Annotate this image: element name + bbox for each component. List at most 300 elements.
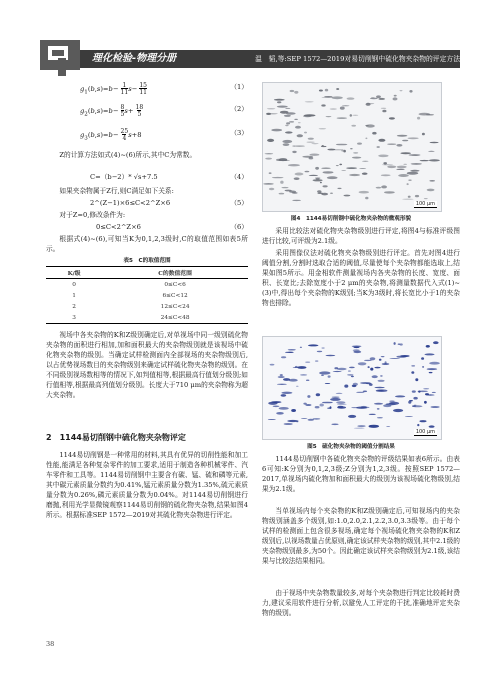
inclusion-mark — [293, 367, 298, 368]
inclusion-mark — [381, 356, 385, 357]
inclusion-mark — [411, 163, 422, 165]
inclusion-mark — [424, 353, 434, 355]
inclusion-mark — [408, 180, 411, 181]
journal-logo-icon — [40, 38, 86, 78]
inclusion-mark — [362, 161, 368, 162]
inclusion-mark — [265, 158, 272, 160]
inclusion-mark — [304, 132, 307, 134]
inclusion-mark — [378, 98, 385, 100]
running-title: 温 韬,等:SEP 1572—2019对易切削钢中硫化物夹杂物的评定方法 — [255, 55, 460, 63]
inclusion-mark — [352, 115, 358, 116]
inclusion-mark — [374, 403, 383, 405]
inclusion-mark — [422, 366, 424, 368]
inclusion-mark — [277, 106, 288, 108]
equation-2: $g_2(b,s)=b- 8$ 5s+ 18 5 （2） — [80, 104, 248, 118]
inclusion-mark — [322, 402, 333, 404]
inclusion-mark — [281, 394, 287, 397]
inclusion-mark — [381, 185, 387, 188]
inclusion-mark — [341, 170, 346, 171]
inclusion-mark — [279, 407, 289, 410]
inclusion-mark — [354, 428, 365, 429]
inclusion-mark — [366, 124, 375, 127]
table-row: 2 12≤C<24 — [72, 303, 190, 310]
inclusion-mark — [339, 164, 342, 166]
inclusion-mark — [320, 182, 322, 184]
inclusion-mark — [284, 423, 293, 425]
inclusion-mark — [327, 176, 338, 179]
inclusion-mark — [303, 115, 312, 117]
inclusion-mark — [365, 138, 367, 140]
inclusion-mark — [350, 148, 353, 149]
inclusion-mark — [396, 144, 402, 147]
inclusion-mark — [279, 193, 285, 195]
inclusion-mark — [368, 366, 370, 368]
inclusion-mark — [295, 173, 304, 176]
inclusion-mark — [395, 395, 405, 397]
inclusion-mark — [289, 379, 298, 382]
right-paragraph-1: 采用比较法对硫化物夹杂物级别进行评定,将图4与标准评级图进行比较,可评级为2.1级。 — [262, 227, 460, 245]
inclusion-mark — [305, 404, 311, 406]
inclusion-mark — [266, 113, 271, 115]
inclusion-mark — [285, 125, 288, 127]
inclusion-mark — [351, 125, 356, 127]
right-paragraph-2: 采用图像仪法对硫化物夹杂物级别进行评定。首先对图4进行阈值分割,分割时选取合适的阈值,尽量使每个夹杂物都能选取上,结果如图5所示。用金相软件测量视场内各夹杂物的长度、宽度、面积、长宽比;去除宽度小于2 μm的夹杂物,将测量数据代入式(1)~(3)中,得出每个夹杂物的K级别;当K为3级时,将长宽比小于1的夹杂物也排除。 — [262, 249, 460, 307]
inclusion-mark — [271, 129, 282, 132]
inclusion-mark — [336, 88, 339, 90]
inclusion-mark — [412, 405, 422, 407]
inclusion-mark — [350, 114, 352, 117]
inclusion-mark — [430, 142, 439, 143]
inclusion-mark — [292, 145, 295, 146]
inclusion-mark — [288, 349, 296, 350]
inclusion-mark — [330, 398, 341, 401]
table-header-k: K/级 — [67, 271, 81, 277]
inclusion-mark — [398, 174, 409, 177]
inclusion-mark — [417, 117, 420, 120]
inclusion-mark — [374, 367, 380, 369]
inclusion-mark — [285, 131, 293, 133]
inclusion-mark — [370, 98, 378, 100]
inclusion-mark — [315, 167, 319, 170]
inclusion-mark — [320, 404, 324, 407]
inclusion-mark — [281, 187, 288, 188]
journal-name: 理化检验-物理分册 — [92, 53, 177, 64]
figure-4-inclusions — [263, 83, 441, 211]
inclusion-mark — [376, 95, 381, 98]
inclusion-mark — [400, 355, 410, 357]
inclusion-mark — [428, 151, 434, 152]
inclusion-mark — [277, 384, 287, 385]
inclusion-mark — [353, 152, 358, 153]
inclusion-mark — [337, 117, 347, 119]
inclusion-mark — [330, 406, 332, 409]
inclusion-mark — [353, 383, 358, 386]
inclusion-mark — [389, 117, 395, 119]
inclusion-mark — [308, 138, 314, 140]
inclusion-mark — [381, 174, 391, 176]
inclusion-mark — [365, 125, 369, 126]
equation-4: C=（b−2）* √s+7.5 （4） — [90, 173, 248, 181]
inclusion-mark — [280, 111, 289, 114]
inclusion-mark — [332, 397, 340, 398]
inclusion-mark — [283, 143, 290, 146]
inclusion-mark — [300, 347, 302, 348]
inclusion-mark — [422, 133, 425, 136]
left-paragraph-3: 对于Z=0,修改条件为: — [59, 211, 126, 219]
inclusion-mark — [325, 89, 328, 92]
equation-5: 2^(Z−1)×6≤C<2^Z×6 （5） — [90, 199, 248, 207]
inclusion-mark — [379, 359, 382, 361]
inclusion-mark — [280, 181, 283, 184]
inclusion-mark — [268, 402, 277, 405]
inclusion-mark — [427, 368, 438, 370]
inclusion-mark — [429, 180, 435, 182]
inclusion-mark — [419, 420, 426, 422]
inclusion-mark — [300, 374, 307, 375]
inclusion-mark — [337, 188, 341, 189]
right-paragraph-4: 当单视场内每个夹杂物的K和Z级别确定后,可知视场内的夹杂物级别涵盖多个级别,如:1.0,2.0,2.1,2.2,3.0,3.3级等。由于每个试样的检测面上包含很多视场,确定每个视场硫化物夹杂物的K和Z级别后,以视场数量占优原则,确定该试样夹杂物的级别,其中2.1级的夹杂物级别最多,为50个。因此确定该试样夹杂物级别为2.1级,该结果与比较法结果相同。 — [262, 507, 460, 565]
inclusion-mark — [286, 122, 290, 124]
inclusion-mark — [328, 375, 331, 377]
inclusion-mark — [267, 139, 274, 142]
inclusion-mark — [376, 187, 382, 189]
inclusion-mark — [409, 154, 421, 156]
inclusion-mark — [351, 407, 358, 408]
inclusion-mark — [377, 146, 380, 148]
inclusion-mark — [358, 362, 367, 365]
inclusion-mark — [394, 95, 397, 97]
inclusion-mark — [409, 90, 412, 93]
inclusion-mark — [336, 165, 339, 166]
inclusion-mark — [322, 185, 327, 187]
figure-5-inclusions — [263, 337, 441, 439]
inclusion-mark — [281, 356, 286, 358]
inclusion-mark — [414, 405, 417, 406]
inclusion-mark — [330, 109, 337, 110]
inclusion-mark — [421, 357, 424, 360]
table-5-caption: 表5 C的取值范围 — [123, 258, 171, 264]
inclusion-mark — [332, 96, 343, 99]
inclusion-mark — [278, 376, 285, 378]
inclusion-mark — [410, 170, 419, 172]
inclusion-mark — [309, 157, 314, 160]
inclusion-mark — [429, 159, 440, 161]
section-heading-2: 2 1144易切削钢中硫化物夹杂物评定 — [46, 433, 186, 442]
inclusion-mark — [403, 164, 407, 165]
inclusion-mark — [383, 404, 391, 407]
inclusion-mark — [427, 189, 435, 192]
inclusion-mark — [292, 200, 301, 201]
inclusion-mark — [399, 90, 402, 91]
inclusion-mark — [347, 97, 355, 99]
inclusion-mark — [423, 388, 429, 389]
figure-5-threshold-image — [262, 336, 442, 440]
inclusion-mark — [386, 426, 390, 427]
inclusion-mark — [290, 90, 295, 92]
inclusion-mark — [366, 103, 371, 106]
inclusion-mark — [362, 173, 368, 175]
inclusion-mark — [294, 177, 300, 180]
inclusion-mark — [263, 183, 274, 184]
inclusion-mark — [306, 380, 309, 381]
inclusion-mark — [289, 121, 294, 122]
inclusion-mark — [413, 397, 417, 400]
inclusion-mark — [265, 153, 274, 154]
inclusion-mark — [433, 341, 439, 344]
inclusion-mark — [402, 199, 413, 200]
inclusion-mark — [426, 345, 430, 348]
left-paragraph-1: Z的计算方法如式(4)~(6)所示,其中C为常数。 — [59, 151, 197, 159]
inclusion-mark — [321, 348, 324, 349]
inclusion-mark — [344, 385, 348, 388]
inclusion-mark — [372, 132, 376, 135]
inclusion-mark — [397, 166, 407, 169]
inclusion-mark — [333, 371, 342, 372]
inclusion-mark — [383, 162, 387, 164]
inclusion-mark — [370, 368, 373, 371]
right-paragraph-3: 1144易切削钢中各硫化物夹杂物的评级结果如表6所示。由表6可知:K分别为0,1,2,3级;Z分别为1,2,3级。按照SEP 1572—2017,单视场内硫化物加和面积最大的级别为该视场硫化物级别,结果为2.1级。 — [262, 455, 460, 493]
inclusion-mark — [274, 99, 285, 101]
equation-1: $g_1(b,s)=b- 1$ 11s− 15 11 （1） — [80, 82, 248, 96]
right-paragraph-5: 由于视场中夹杂物数量较多,对每个夹杂物进行判定比较耗时费力,建议采用软件进行分析,以避免人工评定的干扰,准确地评定夹杂物的级别。 — [262, 589, 460, 617]
inclusion-mark — [393, 97, 398, 100]
inclusion-mark — [316, 393, 320, 396]
inclusion-mark — [308, 419, 315, 421]
inclusion-mark — [281, 392, 292, 394]
inclusion-mark — [400, 152, 411, 154]
inclusion-mark — [429, 372, 433, 373]
table-row: 3 24≤C<48 — [46, 312, 248, 324]
inclusion-mark — [374, 387, 384, 388]
inclusion-mark — [353, 351, 361, 353]
inclusion-mark — [319, 128, 327, 129]
inclusion-mark — [432, 392, 436, 393]
inclusion-mark — [346, 167, 357, 169]
inclusion-mark — [326, 116, 332, 117]
left-paragraph-6: 1144易切削钢是一种常用的材料,其具有优异的切削性能和加工性能,能满足各种复杂零件的加工要求,适用于制造各种机械零件、汽车零件和工具等。1144易切削钢中主要含有碳、锰、硫和磷等元素,其中碳元素质量分数约为0.41%,锰元素质量分数为1.35%,硫元素质量分数为0.26%,磷元素质量分数为0.04%。对1144易切削钢进行磨抛,利用光学显微镜观察1144易切削钢的硫化物夹杂物,结果如图4所示。根据标准SEP 1572—2019对其硫化物夹杂物进行评定。 — [46, 451, 248, 519]
table-row: 0 0≤C<6 — [72, 281, 186, 288]
inclusion-mark — [426, 114, 434, 115]
inclusion-mark — [294, 146, 305, 147]
inclusion-mark — [269, 188, 274, 190]
inclusion-mark — [415, 195, 419, 197]
inclusion-mark — [305, 362, 310, 363]
inclusion-mark — [282, 140, 292, 143]
inclusion-mark — [385, 361, 387, 364]
table-row: 1 6≤C<12 — [72, 292, 188, 299]
inclusion-mark — [285, 352, 294, 353]
inclusion-mark — [315, 360, 318, 361]
equation-3: $g_3(b,s)=b- 25$ 4 s+8 （3） — [80, 128, 248, 142]
inclusion-mark — [353, 347, 359, 348]
inclusion-mark — [351, 376, 354, 378]
inclusion-mark — [292, 151, 296, 153]
inclusion-mark — [301, 418, 308, 419]
inclusion-mark — [347, 374, 353, 375]
figure-5-caption: 图5 硫化物夹杂物的阈值分割结果 — [307, 444, 395, 450]
inclusion-mark — [397, 135, 408, 137]
inclusion-mark — [337, 404, 347, 405]
inclusion-mark — [389, 400, 394, 402]
left-paragraph-5: 视场中各夹杂物的K和Z级别确定后,对单视场中同一级别硫化物夹杂物的面积进行相加,加和面积最大的夹杂物级别就是该视场中硫化物夹杂物的级别。当确定试样检测面内全部视场的夹杂物级别后,以占优势视场数目的夹杂物级别来确定试样硫化物夹杂物的级别。在不同级别视场数相等的情况下,如判值相等,根据最高行值划分级别;如行值相等,根据最高列值划分级别。长度大于710 μm的夹杂物称为超大夹杂物。 — [46, 331, 248, 399]
inclusion-mark — [337, 368, 347, 370]
inclusion-mark — [294, 91, 298, 94]
inclusion-mark — [426, 394, 435, 395]
inclusion-mark — [317, 351, 322, 352]
inclusion-mark — [317, 190, 321, 193]
figure-4-caption: 图4 1144易切削钢中硫化物夹杂物的微观形貌 — [290, 216, 412, 222]
inclusion-mark — [272, 177, 284, 178]
inclusion-mark — [321, 375, 324, 376]
inclusion-mark — [429, 425, 435, 427]
inclusion-mark — [377, 390, 384, 391]
inclusion-mark — [429, 362, 440, 365]
inclusion-mark — [280, 374, 283, 376]
inclusion-mark — [340, 107, 345, 110]
inclusion-mark — [378, 380, 385, 382]
inclusion-mark — [369, 414, 376, 415]
inclusion-mark — [325, 383, 330, 384]
inclusion-mark — [267, 108, 276, 109]
inclusion-mark — [411, 365, 415, 366]
figure-5-scale-bar: 100 μm — [415, 429, 435, 435]
inclusion-mark — [336, 401, 345, 404]
inclusion-mark — [268, 419, 276, 420]
inclusion-mark — [330, 193, 333, 194]
inclusion-mark — [417, 424, 419, 426]
inclusion-mark — [313, 179, 323, 181]
inclusion-mark — [348, 415, 356, 418]
inclusion-mark — [377, 417, 383, 418]
inclusion-mark — [285, 108, 290, 109]
inclusion-mark — [424, 401, 427, 404]
inclusion-mark — [269, 173, 272, 174]
inclusion-mark — [344, 195, 351, 197]
inclusion-mark — [308, 344, 319, 346]
inclusion-mark — [372, 375, 378, 378]
inclusion-mark — [270, 364, 275, 366]
inclusion-mark — [342, 105, 349, 106]
inclusion-mark — [359, 168, 366, 169]
left-paragraph-4: 根据式(4)~(6),可知当K为0,1,2,3级时,C的取值范围如表5所示。 — [46, 235, 248, 253]
inclusion-mark — [287, 420, 298, 422]
inclusion-mark — [336, 393, 343, 394]
inclusion-mark — [288, 164, 300, 166]
inclusion-mark — [307, 142, 315, 143]
inclusion-mark — [276, 412, 284, 415]
figure-4-scale-bar: 100 μm — [415, 201, 435, 207]
inclusion-mark — [294, 119, 298, 120]
inclusion-mark — [322, 97, 333, 98]
inclusion-mark — [332, 149, 344, 150]
figure-4-micrograph — [262, 82, 442, 212]
inclusion-mark — [370, 357, 376, 360]
inclusion-mark — [363, 391, 367, 393]
inclusion-mark — [431, 406, 440, 408]
inclusion-mark — [378, 139, 385, 142]
inclusion-mark — [411, 371, 414, 374]
inclusion-mark — [394, 342, 396, 345]
inclusion-mark — [405, 416, 413, 417]
inclusion-mark — [359, 191, 369, 194]
inclusion-mark — [305, 102, 314, 103]
inclusion-mark — [357, 143, 362, 145]
inclusion-mark — [384, 191, 395, 193]
inclusion-mark — [418, 391, 420, 393]
inclusion-mark — [343, 150, 346, 153]
inclusion-mark — [326, 355, 336, 356]
inclusion-mark — [321, 168, 331, 169]
inclusion-mark — [380, 375, 383, 376]
inclusion-mark — [393, 409, 403, 412]
inclusion-mark — [334, 367, 338, 369]
left-paragraph-2: 如果夹杂物属于Z行,则C满足如下关系: — [59, 187, 174, 195]
inclusion-mark — [389, 358, 400, 359]
page-number: 38 — [46, 640, 55, 648]
inclusion-mark — [387, 166, 396, 169]
inclusion-mark — [402, 140, 408, 142]
inclusion-mark — [289, 191, 296, 193]
inclusion-mark — [312, 143, 319, 144]
inclusion-mark — [307, 395, 310, 398]
inclusion-mark — [369, 425, 372, 427]
inclusion-mark — [297, 366, 306, 369]
inclusion-mark — [315, 406, 320, 408]
inclusion-mark — [398, 343, 401, 345]
inclusion-mark — [407, 172, 419, 175]
inclusion-mark — [360, 382, 371, 384]
inclusion-mark — [331, 424, 338, 426]
inclusion-mark — [424, 198, 428, 199]
inclusion-mark — [319, 371, 330, 374]
inclusion-mark — [396, 169, 405, 170]
inclusion-mark — [378, 155, 388, 158]
inclusion-mark — [389, 402, 399, 405]
inclusion-mark — [277, 101, 281, 103]
inclusion-mark — [279, 158, 287, 161]
inclusion-mark — [298, 122, 301, 123]
inclusion-mark — [273, 406, 280, 408]
inclusion-mark — [349, 367, 355, 369]
table-5 — [46, 266, 248, 324]
inclusion-mark — [309, 175, 318, 176]
table-header-c: C的数值范围 — [158, 271, 192, 277]
inclusion-mark — [366, 103, 374, 104]
inclusion-mark — [409, 400, 413, 401]
inclusion-mark — [382, 110, 386, 113]
inclusion-mark — [387, 144, 396, 145]
inclusion-mark — [296, 386, 299, 387]
inclusion-mark — [415, 378, 418, 381]
inclusion-mark — [336, 144, 348, 146]
inclusion-mark — [297, 134, 303, 137]
inclusion-mark — [365, 197, 368, 200]
inclusion-mark — [377, 408, 380, 410]
inclusion-mark — [361, 406, 367, 408]
inclusion-mark — [381, 108, 386, 109]
inclusion-mark — [337, 406, 346, 408]
inclusion-mark — [408, 137, 419, 139]
inclusion-mark — [382, 164, 393, 165]
inclusion-mark — [291, 409, 296, 412]
inclusion-mark — [348, 370, 351, 371]
inclusion-mark — [305, 171, 310, 173]
inclusion-mark — [408, 196, 411, 198]
inclusion-mark — [309, 154, 319, 156]
inclusion-mark — [352, 157, 361, 159]
inclusion-mark — [317, 193, 323, 194]
inclusion-mark — [319, 90, 323, 92]
